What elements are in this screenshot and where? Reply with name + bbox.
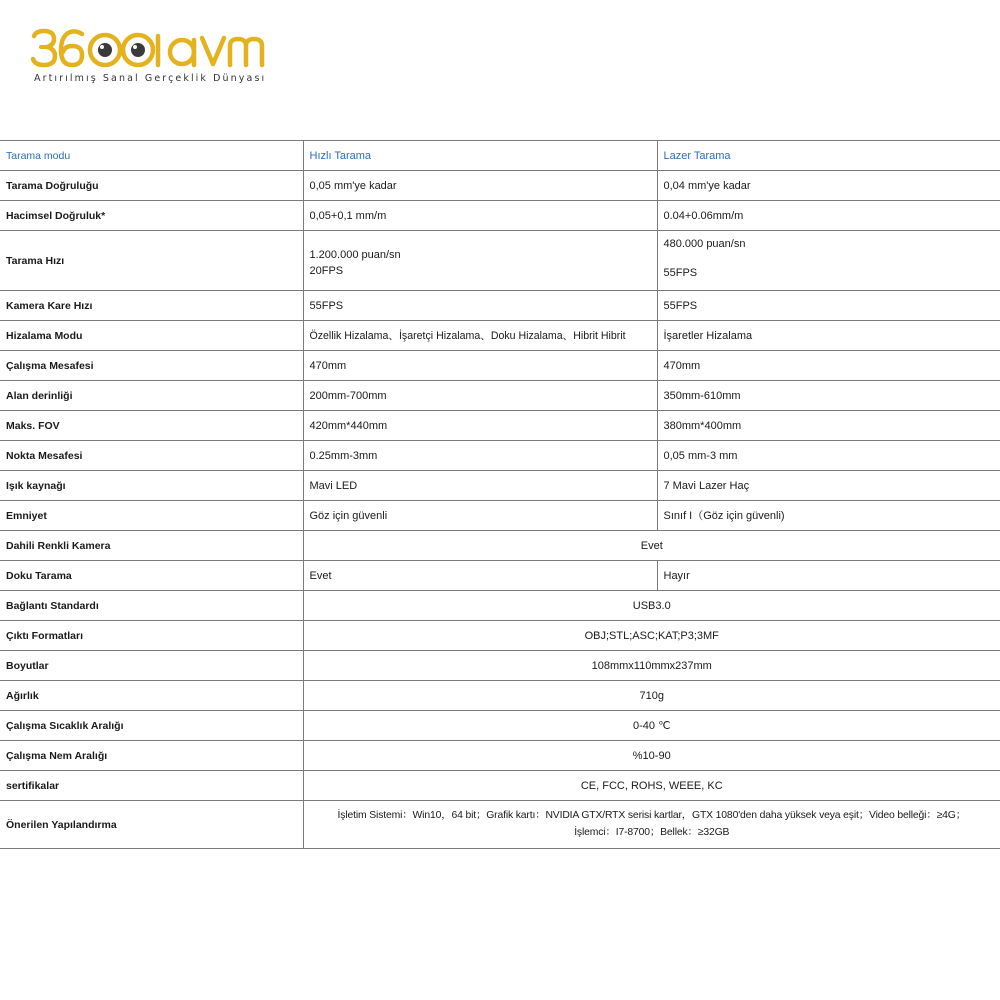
row-label: Çalışma Sıcaklık Aralığı xyxy=(0,711,303,741)
row-value-merged: Evet xyxy=(303,531,1000,561)
row-value-col2 xyxy=(657,231,1000,291)
table-row xyxy=(0,231,1000,291)
row-value-line: 20FPS xyxy=(309,264,344,277)
brand-wordmark xyxy=(30,28,270,72)
row-label: Önerilen Yapılandırma xyxy=(0,801,303,849)
row-value-merged: CE, FCC, ROHS, WEEE, KC xyxy=(303,771,1000,801)
row-label: Maks. FOV xyxy=(0,411,303,441)
row-value-col2: 0,04 mm'ye kadar xyxy=(657,171,1000,201)
row-value-col1: Evet xyxy=(303,561,657,591)
row-value-line: İşletim Sistemi：Win10，64 bit；Grafik kartı：NVIDIA GTX/RTX serisi kartlar，GTX 1080'den daha yüksek veya eşit；Video belleği：≥4G； xyxy=(337,810,966,821)
table-row xyxy=(0,201,1000,231)
row-value-col1: 55FPS xyxy=(303,291,657,321)
table-row xyxy=(0,621,1000,651)
row-value-col2: Hayır xyxy=(657,561,1000,591)
row-value-col2: 0,05 mm-3 mm xyxy=(657,441,1000,471)
row-value-col1: Göz için güvenli xyxy=(303,501,657,531)
row-value-line: 480.000 puan/sn xyxy=(663,238,746,250)
table-row xyxy=(0,681,1000,711)
row-label: Boyutlar xyxy=(0,651,303,681)
row-label: Bağlantı Standardı xyxy=(0,591,303,621)
row-label: Tarama Hızı xyxy=(0,231,303,291)
table-row xyxy=(0,291,1000,321)
row-value-merged: OBJ;STL;ASC;KAT;P3;3MF xyxy=(303,621,1000,651)
table-header-row xyxy=(0,141,1000,171)
row-value-col1 xyxy=(303,231,657,291)
table-row xyxy=(0,591,1000,621)
row-value-line: İşlemci：I7-8700；Bellek：≥32GB xyxy=(574,827,730,838)
row-label: Çalışma Mesafesi xyxy=(0,351,303,381)
row-value-col1: Özellik Hizalama、İşaretçi Hizalama、Doku Hizalama、Hibrit Hibrit xyxy=(303,321,657,351)
table-row xyxy=(0,321,1000,351)
table-row xyxy=(0,801,1000,849)
row-value-col1: 0,05+0,1 mm/m xyxy=(303,201,657,231)
row-value-col2: 7 Mavi Lazer Haç xyxy=(657,471,1000,501)
row-label: Hizalama Modu xyxy=(0,321,303,351)
table-row xyxy=(0,171,1000,201)
row-value-col1: 0.25mm-3mm xyxy=(303,441,657,471)
row-value-col2: 0.04+0.06mm/m xyxy=(657,201,1000,231)
row-label: Çalışma Nem Aralığı xyxy=(0,741,303,771)
table-row xyxy=(0,501,1000,531)
row-label: Kamera Kare Hızı xyxy=(0,291,303,321)
row-value-col2: 350mm-610mm xyxy=(657,381,1000,411)
row-value-merged: 0-40 ℃ xyxy=(303,711,1000,741)
spec-table xyxy=(0,140,1000,849)
row-value-col1: 200mm-700mm xyxy=(303,381,657,411)
row-value-col2: 380mm*400mm xyxy=(657,411,1000,441)
table-row xyxy=(0,711,1000,741)
row-value-merged: USB3.0 xyxy=(303,591,1000,621)
row-label: Alan derinliği xyxy=(0,381,303,411)
table-row xyxy=(0,411,1000,441)
row-value-merged: %10-90 xyxy=(303,741,1000,771)
table-row xyxy=(0,441,1000,471)
table-row xyxy=(0,531,1000,561)
row-value-col1: Mavi LED xyxy=(303,471,657,501)
row-label: Hacimsel Doğruluk* xyxy=(0,201,303,231)
row-label: Dahili Renkli Kamera xyxy=(0,531,303,561)
row-value-merged: 710g xyxy=(303,681,1000,711)
row-value-line: 1.200.000 puan/sn xyxy=(309,248,401,261)
row-value-merged xyxy=(303,801,1000,849)
row-value-col2: 470mm xyxy=(657,351,1000,381)
table-row xyxy=(0,351,1000,381)
row-value-col1: 0,05 mm'ye kadar xyxy=(303,171,657,201)
row-label: Çıktı Formatları xyxy=(0,621,303,651)
table-row xyxy=(0,771,1000,801)
row-label: sertifikalar xyxy=(0,771,303,801)
table-row xyxy=(0,741,1000,771)
row-label: Nokta Mesafesi xyxy=(0,441,303,471)
row-value-line: 55FPS xyxy=(663,267,698,279)
header-label: Tarama modu xyxy=(0,141,303,171)
header-col2: Lazer Tarama xyxy=(657,141,1000,171)
table-row xyxy=(0,651,1000,681)
row-label: Ağırlık xyxy=(0,681,303,711)
row-label: Işık kaynağı xyxy=(0,471,303,501)
row-value-col2: 55FPS xyxy=(657,291,1000,321)
table-row xyxy=(0,561,1000,591)
row-value-col2: Sınıf I（Göz için güvenli) xyxy=(657,501,1000,531)
row-label: Emniyet xyxy=(0,501,303,531)
row-value-col1: 420mm*440mm xyxy=(303,411,657,441)
table-row xyxy=(0,381,1000,411)
header-col1: Hızlı Tarama xyxy=(303,141,657,171)
row-label: Tarama Doğruluğu xyxy=(0,171,303,201)
row-label: Doku Tarama xyxy=(0,561,303,591)
row-value-col1: 470mm xyxy=(303,351,657,381)
brand-tagline: Artırılmış Sanal Gerçeklik Dünyası xyxy=(34,73,267,84)
table-row xyxy=(0,471,1000,501)
row-value-col2: İşaretler Hizalama xyxy=(657,321,1000,351)
row-value-merged: 108mmx110mmx237mm xyxy=(303,651,1000,681)
